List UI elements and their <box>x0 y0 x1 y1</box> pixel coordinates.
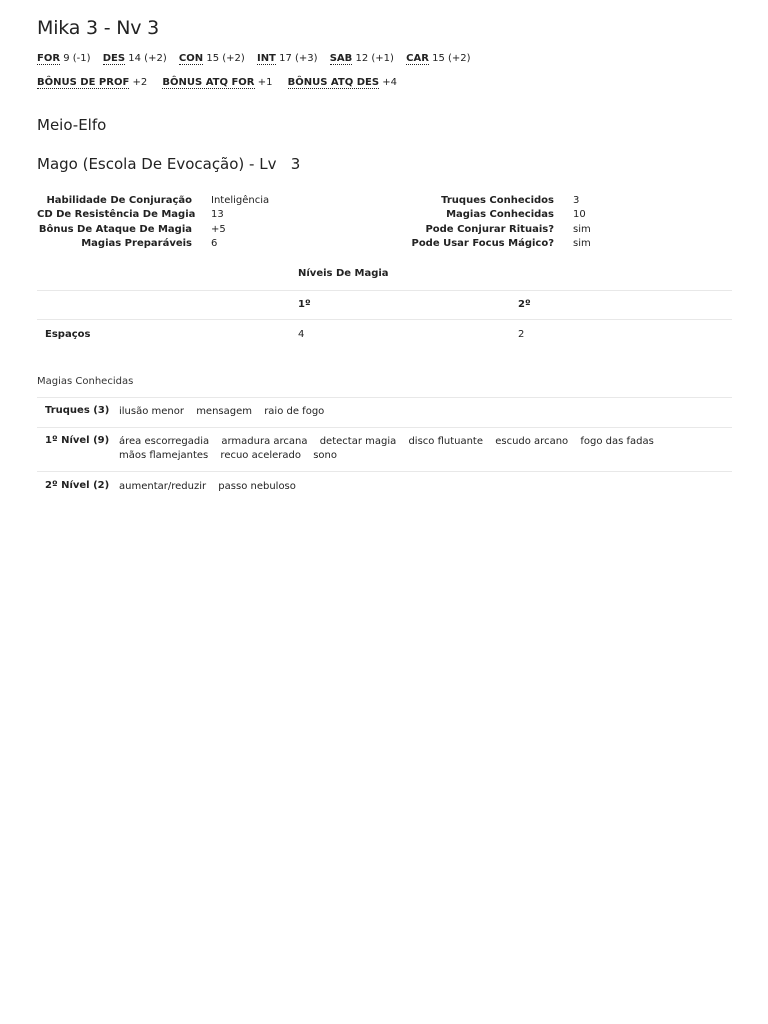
known-spells-group-label: 2º Nível (2) <box>45 480 110 491</box>
spell-name: disco flutuante <box>408 436 484 447</box>
known-spells-list <box>119 405 719 419</box>
info-label: Pode Usar Focus Mágico? <box>411 237 554 249</box>
slot-level-header: 1º <box>298 299 311 310</box>
info-value: 3 <box>573 195 580 206</box>
divider <box>37 427 732 428</box>
spell-name: mensagem <box>196 406 252 417</box>
attr-con: CON 15 (+2) <box>178 53 245 64</box>
info-value: sim <box>573 237 591 249</box>
known-spells-list <box>119 480 719 494</box>
bonus-atq-for: BÔNUS ATQ FOR +1 <box>162 77 273 88</box>
bonus-prof: BÔNUS DE PROF +2 <box>37 77 148 88</box>
attributes-row <box>37 53 480 64</box>
spellcasting-values-left <box>211 195 361 252</box>
spell-name: recuo acelerado <box>220 450 302 461</box>
spell-name: mãos flamejantes <box>119 450 209 461</box>
spellcasting-labels-right <box>367 195 554 252</box>
slot-level-header: 2º <box>518 299 531 310</box>
info-label: CD De Resistência De Magia <box>37 209 196 221</box>
known-spells-group-label: 1º Nível (9) <box>45 435 110 446</box>
info-label: Magias Preparáveis <box>81 237 192 249</box>
attr-car: CAR 15 (+2) <box>406 53 471 64</box>
info-value: +5 <box>211 223 226 235</box>
bonus-atq-des: BÔNUS ATQ DES +4 <box>287 77 397 88</box>
divider <box>37 471 732 472</box>
slots-row-label: Espaços <box>45 329 91 340</box>
attr-for: FOR 9 (-1) <box>37 53 91 64</box>
spell-name: raio de fogo <box>264 406 325 417</box>
info-value: Inteligência <box>211 195 270 206</box>
spell-name: área escorregadia <box>119 436 210 447</box>
bonuses-row <box>37 77 406 88</box>
spell-name: armadura arcana <box>221 436 308 447</box>
info-label: Truques Conhecidos <box>441 195 554 206</box>
spell-name: aumentar/reduzir <box>119 481 207 492</box>
spell-levels-heading: Níveis De Magia <box>298 268 389 279</box>
info-value: 10 <box>573 209 586 221</box>
divider <box>37 397 732 398</box>
known-spells-list <box>119 435 719 463</box>
spellcasting-values-right <box>573 195 723 252</box>
spellcasting-labels-left <box>37 195 196 252</box>
attr-sab: SAB 12 (+1) <box>329 53 394 64</box>
slot-value: 2 <box>518 329 525 340</box>
attr-des: DES 14 (+2) <box>102 53 167 64</box>
spell-name: sono <box>313 450 337 461</box>
info-value: sim <box>573 223 591 235</box>
info-value: 13 <box>211 209 224 221</box>
attr-int: INT 17 (+3) <box>256 53 318 64</box>
divider <box>37 290 732 291</box>
info-label: Habilidade De Conjuração <box>46 195 192 206</box>
divider <box>37 319 732 320</box>
spell-name: escudo arcano <box>495 436 569 447</box>
known-spells-title: Magias Conhecidas <box>37 376 134 387</box>
spell-name: fogo das fadas <box>580 436 654 447</box>
info-label: Pode Conjurar Rituais? <box>425 223 554 235</box>
spell-name: passo nebuloso <box>218 481 296 492</box>
info-label: Magias Conhecidas <box>446 209 554 221</box>
page-title: Mika 3 - Nv 3 <box>37 17 160 39</box>
spell-name: ilusão menor <box>119 406 184 417</box>
spell-name: detectar magia <box>319 436 397 447</box>
info-value: 6 <box>211 237 218 249</box>
known-spells-group-label: Truques (3) <box>45 405 110 416</box>
race: Meio-Elfo <box>37 116 107 134</box>
class-line: Mago (Escola De Evocação) - Lv 3 <box>37 155 301 173</box>
slot-value: 4 <box>298 329 305 340</box>
info-label: Bônus De Ataque De Magia <box>38 223 192 235</box>
